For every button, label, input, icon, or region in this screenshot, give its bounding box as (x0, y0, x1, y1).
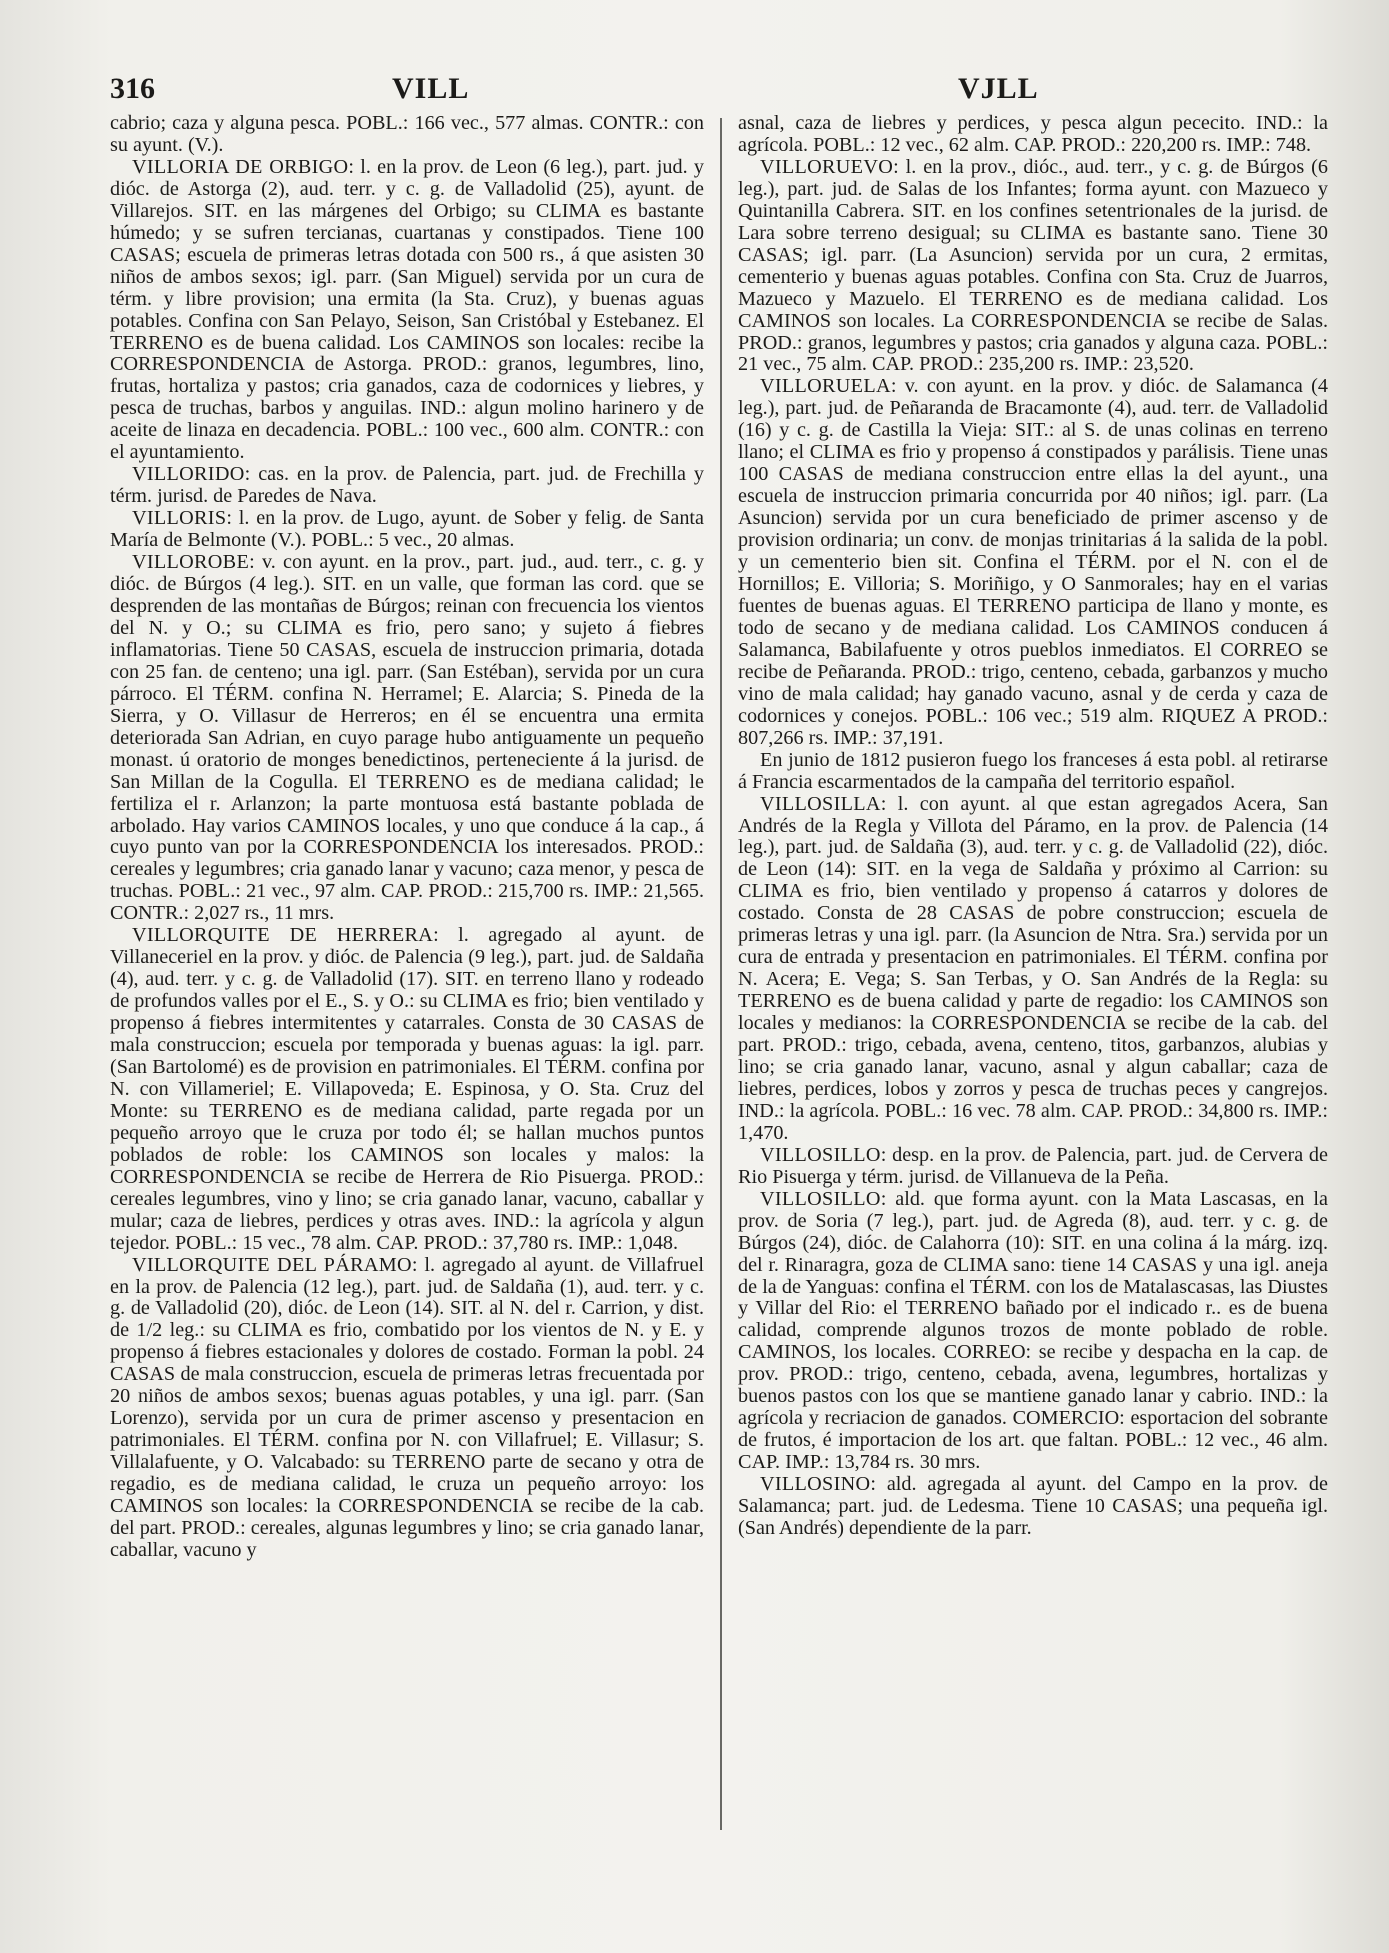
entry-text: : l. en la prov. de Lugo, ayunt. de Sober y felig. de Santa María de Belmonte (V.). POBL.: 5 vec., 20 almas. (110, 507, 704, 552)
entry-headword: VILLORIS (132, 507, 227, 530)
entry-headword: VILLORQUITE DEL PÁRAMO (132, 1253, 412, 1276)
running-header (110, 72, 1290, 116)
entry (738, 157, 1328, 377)
entry (110, 508, 704, 552)
entry (738, 113, 1328, 157)
entry (738, 750, 1328, 794)
entry-text: cabrio; caza y alguna pesca. POBL.: 166 vec., 577 almas. CONTR.: con su ayunt. (V.). (110, 112, 704, 156)
entry (738, 1189, 1328, 1474)
entry-text: : l. agregado al ayunt. de Villafruel en la prov. de Palencia (12 leg.), part. jud. de Saldaña (1), aud. terr. y c. g. de Valladolid (20), dióc. de Leon (14). SIT. al N. del r. Carrion, y dist. de 1/2 leg.: su CLIMA es frio, combatido por los vientos de N. y E. y propenso á fiebres estacionales y dolores de costado. Forman la pobl. 24 CASAS de mala construccion, escuela de primeras letras frecuentada por 20 niños de ambos sexos; buenas aguas potables, y una igl. parr. (San Lorenzo), servida por un cura de primer ascenso y presentacion en patrimoniales. El TÉRM. confina por N. con Villafruel; E. Villasur; S. Villalafuente, y O. Valcabado: su TERRENO parte de secano y otra de regadio, es de mediana calidad, le cruza un pequeño arroyo: los CAMINOS son locales: la CORRESPONDENCIA se recibe de la cab. del part. PROD.: cereales, algunas legumbres y lino; se cria ganado lanar, caballar, vacuno y (110, 1253, 704, 1561)
entry (738, 376, 1328, 749)
entry-text: : ald. agregada al ayunt. del Campo en la prov. de Salamanca; part. jud. de Ledesma. Tiene 10 CASAS; una pequeña igl. (San Andrés) dependiente de la parr. (738, 1473, 1328, 1539)
left-column (110, 113, 704, 1562)
entry (738, 1474, 1328, 1540)
entry (110, 925, 704, 1254)
column-divider (720, 118, 722, 1830)
entry (110, 552, 704, 925)
entry (110, 113, 704, 157)
entry (738, 794, 1328, 1145)
entry-text: : l. en la prov., dióc., aud. terr., y c. g. de Búrgos (6 leg.), part. jud. de Salas de los Infantes; forma ayunt. con Mazueco y Quintanilla Cabrera. SIT. en los confines setentrionales de la jurisd. de Lara sobre terreno desigual; su CLIMA es bastante sano. Tiene 30 CASAS; igl. parr. (La Asuncion) servida por un cura, 2 ermitas, cementerio y buenas aguas potables. Confina con Sta. Cruz de Juarros, Mazueco y Mazuelo. El TERRENO es de mediana calidad. Los CAMINOS son locales. La CORRESPONDENCIA se recibe de Salas. PROD.: granos, legumbres y pastos; cria ganados y alguna caza. POBL.: 21 vec., 75 alm. CAP. PROD.: 235,200 rs. IMP.: 23,520. (738, 155, 1328, 376)
entry-text: En junio de 1812 pusieron fuego los franceses á esta pobl. al retirarse á Francia escarmentados de la campaña del territorio español. (738, 748, 1328, 793)
entry-headword: VILLOSILLA (760, 792, 881, 815)
entry (110, 464, 704, 508)
entry-text: : desp. en la prov. de Palencia, part. jud. de Cervera de Rio Pisuerga y térm. jurisd. de Villanueva de la Peña. (738, 1143, 1328, 1188)
entry-text: : l. en la prov. de Leon (6 leg.), part. jud. y dióc. de Astorga (2), aud. terr. y c. g. de Valladolid (25), ayunt. de Villarejos. SIT. en las márgenes del Orbigo; su CLIMA es bastante húmedo; y se sufren tercianas, cuartanas y constipados. Tiene 100 CASAS; escuela de primeras letras dotada con 500 rs., á que asisten 30 niños de ambos sexos; igl. parr. (San Miguel) servida por un cura de térm. y libre provision; una ermita (la Sta. Cruz), y buenas aguas potables. Confina con San Pelayo, Seison, San Cristóbal y Estebanez. El TERRENO es de buena calidad. Los CAMINOS son locales: recibe la CORRESPONDENCIA de Astorga. PROD.: granos, legumbres, lino, frutas, hortaliza y pastos; cria ganados, caza de codornices y liebres, y pesca de truchas, barbos y anguilas. IND.: algun molino harinero y de aceite de linaza en decadencia. POBL.: 100 vec., 600 alm. CONTR.: con el ayuntamiento. (110, 155, 704, 464)
entry-headword: VILLOROBE (132, 551, 250, 574)
entry-headword: VILLORUELA (760, 375, 891, 398)
entry-text: : cas. en la prov. de Palencia, part. jud. de Frechilla y térm. jurisd. de Paredes de Nava. (110, 463, 704, 508)
entry (110, 1255, 704, 1562)
entry-headword: VILLOSILLO (760, 1143, 881, 1166)
right-column (738, 113, 1328, 1540)
entry-text: : ald. que forma ayunt. con la Mata Lascasas, en la prov. de Soria (7 leg.), part. jud. de Agreda (8), aud. terr. y c. g. de Búrgos (24), dióc. de Calahorra (10): SIT. en una colina á la márg. izq. del r. Rinaragra, goza de CLIMA sano: tiene 14 CASAS y una igl. aneja de la de Yanguas: confina el TÉRM. con los de Matalascasas, las Diustes y Villar del Rio: el TERRENO bañado por el indicado r.. es de buena calidad, comprende algunos trozos de monte poblado de roble. CAMINOS, los locales. CORREO: se recibe y despacha en la cap. de prov. PROD.: trigo, centeno, cebada, avena, legumbres, hortalizas y buenos pastos con los que se mantiene ganado lanar y cabrio. IND.: la agrícola y recriacion de ganados. COMERCIO: esportacion del sobrante de frutos, é importacion de los art. que faltan. POBL.: 12 vec., 46 alm. CAP. IMP.: 13,784 rs. 30 mrs. (738, 1187, 1328, 1474)
entry (738, 1145, 1328, 1189)
entry-text: asnal, caza de liebres y perdices, y pesca algun pececito. IND.: la agrícola. POBL.: 12 vec., 62 alm. CAP. PROD.: 220,200 rs. IMP.: 748. (738, 112, 1328, 156)
entry-headword: VILLORIDO (132, 463, 245, 486)
entry-headword: VILLOSINO (760, 1473, 871, 1496)
entry-text: : v. con ayunt. en la prov., part. jud., aud. terr., c. g. y dióc. de Búrgos (4 leg.). SIT. en un valle, que forman las cord. que se desprenden de las montañas de Búrgos; reinan con frecuencia los vientos del N. y O.; su CLIMA es frio, pero sano; y sujeto á fiebres inflamatorias. Tiene 50 CASAS, escuela de instruccion primaria, dotada con 25 fan. de centeno; una igl. parr. (San Estéban), servida por un cura párroco. El TÉRM. confina N. Herramel; E. Alarcia; S. Pineda de la Sierra, y O. Villasur de Herreros; en él se encuentra una ermita deteriorada San Adrian, en cuyo parage hubo antiguamente un pequeño monast. ú oratorio de monges benedictinos, perteneciente á la jurisd. de San Millan de la Cogulla. El TERRENO es de mediana calidad; le fertiliza el r. Arlanzon; la parte montuosa está bastante poblada de arbolado. Hay varios CAMINOS locales, y uno que conduce á la cap., á cuyo punto van por la CORRESPONDENCIA los interesados. PROD.: cereales y legumbres; cria ganado lanar y vacuno; caza menor, y pesca de truchas. POBL.: 21 vec., 97 alm. CAP. PROD.: 215,700 rs. IMP.: 21,565. CONTR.: 2,027 rs., 11 mrs. (110, 551, 704, 925)
entry-text: : l. con ayunt. al que estan agregados Acera, San Andrés de la Regla y Villota del Páramo, en la prov. de Palencia (14 leg.), part. jud. de Saldaña (3), aud. terr. y c. g. de Valladolid (22), dióc. de Leon (14): SIT. en la vega de Saldaña y próximo al Carrion: su CLIMA es frio, bien ventilado y propenso á catarros y dolores de costado. Consta de 28 CASAS de pobre construccion; escuela de primeras letras y una igl. parr. (la Asuncion de Ntra. Sra.) servida por un cura de entrada y presentacion en patrimoniales. El TÉRM. confina por N. Acera; E. Vega; S. San Terbas, y O. San Andrés de la Regla: su TERRENO es de buena calidad y parte de regadio: los CAMINOS son locales y medianos: la CORRESPONDENCIA se recibe de la cab. del part. PROD.: trigo, cebada, avena, centeno, titos, garbanzos, alubias y lino; se cria ganado lanar, vacuno, asnal y algun caballar; caza de liebres, perdices, lobos y zorros y pesca de truchas peces y cangrejos. IND.: la agrícola. POBL.: 16 vec. 78 alm. CAP. PROD.: 34,800 rs. IMP.: 1,470. (738, 792, 1328, 1144)
entry-headword: VILLORIA DE ORBIGO (132, 155, 349, 178)
entry-text: : l. agregado al ayunt. de Villaneceriel en la prov. y dióc. de Palencia (9 leg.), part. jud. de Saldaña (4), aud. terr. y c. g. de Valladolid (17). SIT. en terreno llano y rodeado de profundos valles por el E., S. y O.: su CLIMA es frio; bien ventilado y propenso á fiebres intermitentes y catarrales. Consta de 30 CASAS de mala construccion; escuela por temporada y buenas aguas: la igl. parr. (San Bartolomé) es de provision en patrimoniales. El TÉRM. confina por N. con Villameriel; E. Villapoveda; E. Espinosa, y O. Sta. Cruz del Monte: su TERRENO es de mediana calidad, parte regada por un pequeño arroyo que le cruza por todo él; se hallan muchos puntos poblados de roble: los CAMINOS son locales y malos: la CORRESPONDENCIA se recibe de Herrera de Rio Pisuerga. PROD.: cereales legumbres, vino y lino; se cria ganado lanar, vacuno, caballar y mular; caza de liebres, perdices y otras aves. IND.: la agrícola y algun tejedor. POBL.: 15 vec., 78 alm. CAP. PROD.: 37,780 rs. IMP.: 1,048. (110, 924, 704, 1254)
page-number: 316 (110, 72, 155, 105)
entry-headword: VILLORQUITE DE HERRERA (132, 924, 434, 947)
entry-headword: VILLOSILLO (760, 1187, 881, 1210)
right-running-head: VJLL (958, 72, 1039, 105)
entry-headword: VILLORUEVO (760, 155, 894, 178)
entry-text: : v. con ayunt. en la prov. y dióc. de Salamanca (4 leg.), part. jud. de Peñaranda de Bracamonte (4), aud. terr. de Valladolid (16) y c. g. de Castilla la Vieja: SIT.: al S. de unas colinas en terreno llano; el CLIMA es frio y propenso á constipados y parálisis. Tiene unas 100 CASAS de mediana construccion entre ellas la del ayunt., una escuela de instruccion primaria concurrida por 40 niños; igl. parr. (La Asuncion) servida por un cura beneficiado de primer ascenso y de provision ordinaria; un conv. de monjas trinitarias á la salida de la pobl. y un cementerio bien sit. Confina el TÉRM. por el N. con el de Hornillos; E. Villoria; S. Moriñigo, y O Sanmorales; hay en el varias fuentes de buenas aguas. El TERRENO participa de llano y monte, es todo de secano y de mediana calidad. Los CAMINOS conducen á Salamanca, Babilafuente y otros pueblos inmediatos. El CORREO se recibe de Peñaranda. PROD.: trigo, centeno, cebada, garbanzos y mucho vino de mala calidad; hay ganado vacuno, asnal y de cerda y caza de codornices y conejos. POBL.: 106 vec.; 519 alm. RIQUEZ A PROD.: 807,266 rs. IMP.: 37,191. (738, 375, 1328, 749)
left-running-head: VILL (392, 72, 470, 105)
entry (110, 157, 704, 464)
